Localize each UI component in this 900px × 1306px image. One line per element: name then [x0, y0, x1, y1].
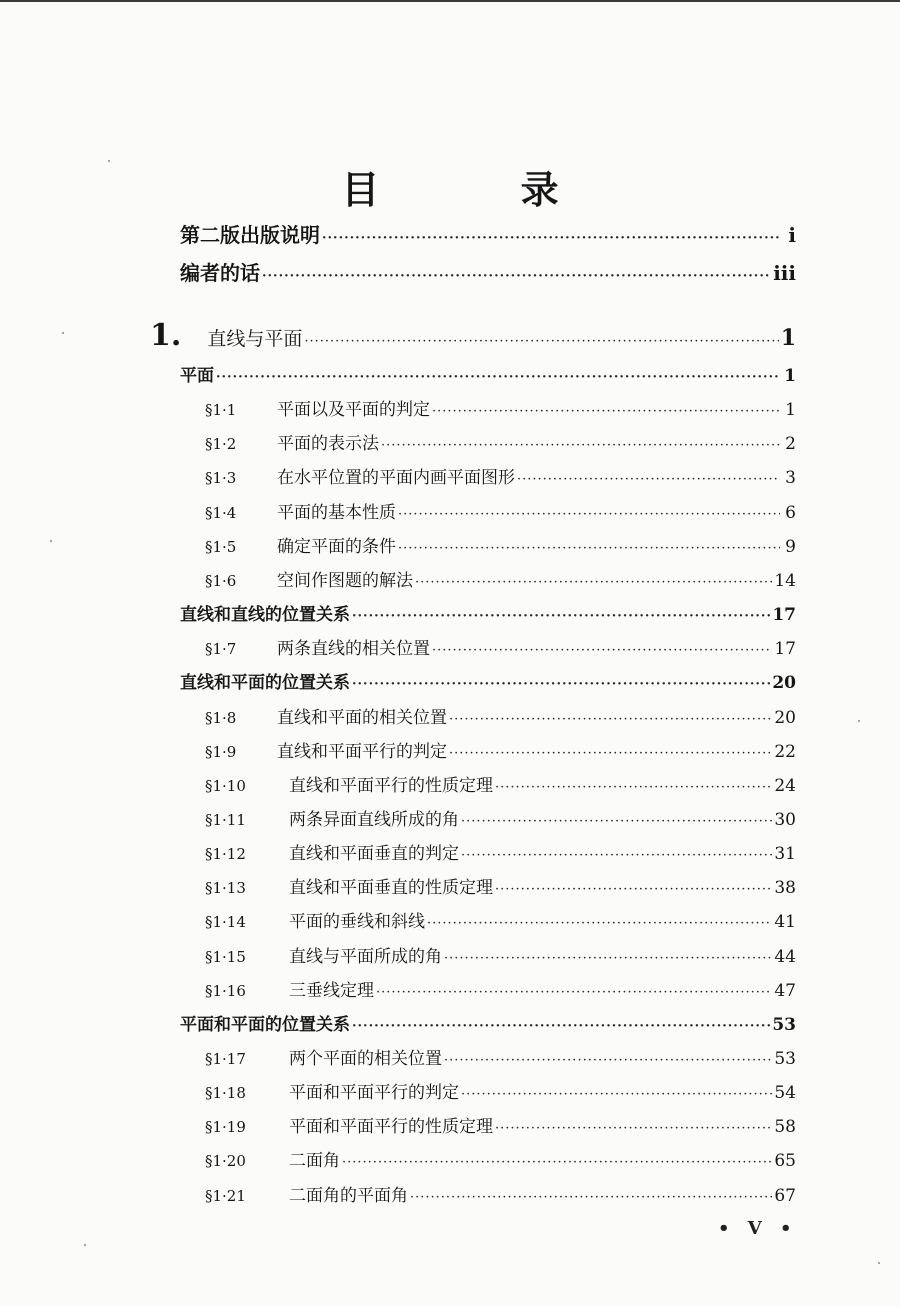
section-number: §1·17: [205, 1050, 246, 1068]
toc-page: 20: [772, 673, 796, 693]
section-number: §1·3: [205, 469, 237, 487]
toc-label: 直线和平面的相关位置: [277, 708, 447, 728]
toc-page: i: [788, 223, 796, 247]
leader-dots: [461, 844, 772, 868]
section-number: §1·18: [205, 1084, 246, 1102]
toc-row-section[interactable]: [205, 1047, 796, 1071]
toc-page: 58: [774, 1117, 796, 1137]
toc-page: 54: [774, 1083, 796, 1103]
chapter-number: 1.: [150, 318, 182, 353]
leader-dots: [352, 1015, 770, 1039]
toc-label: 平面以及平面的判定: [277, 400, 430, 420]
toc-label: 平面和平面平行的性质定理: [289, 1117, 493, 1137]
toc-label: 两条直线的相关位置: [277, 639, 430, 659]
toc-row-front-1[interactable]: [180, 220, 796, 250]
toc-label: 平面的基本性质: [277, 503, 396, 523]
toc-label: 直线与平面所成的角: [289, 947, 442, 967]
page-title: 目 录: [341, 167, 623, 212]
toc-page: 1: [785, 400, 796, 420]
toc-page: 41: [774, 912, 796, 932]
section-number: §1·19: [205, 1118, 246, 1136]
toc-page: 38: [774, 878, 796, 898]
toc-label: 编者的话: [180, 261, 260, 285]
toc-page: 17: [772, 605, 796, 625]
leader-dots: [517, 468, 780, 492]
leader-dots: [444, 947, 772, 971]
toc-page: 53: [772, 1015, 796, 1035]
toc-row-section[interactable]: [205, 637, 796, 661]
scan-speck: [50, 540, 52, 542]
toc-page: 47: [774, 981, 796, 1001]
section-number: §1·8: [205, 709, 237, 727]
toc-row-section[interactable]: [205, 774, 796, 798]
section-number: §1·21: [205, 1187, 246, 1205]
toc-label: 平面和平面平行的判定: [289, 1083, 459, 1103]
toc-label: 直线和平面垂直的性质定理: [289, 878, 493, 898]
toc-row-front-2[interactable]: [180, 258, 796, 288]
toc-row-group[interactable]: [180, 1013, 796, 1037]
section-number: §1·6: [205, 572, 237, 590]
toc-row-section[interactable]: [205, 535, 796, 559]
leader-dots: [444, 1049, 772, 1073]
section-number: §1·4: [205, 504, 237, 522]
toc-row-section[interactable]: [205, 979, 796, 1003]
leader-dots: [376, 981, 772, 1005]
section-number: §1·13: [205, 879, 246, 897]
leader-dots: [432, 400, 780, 424]
section-number: §1·14: [205, 913, 246, 931]
toc-label: 平面和平面的位置关系: [180, 1015, 350, 1035]
toc-label: 在水平位置的平面内画平面图形: [277, 468, 515, 488]
leader-dots: [415, 571, 772, 595]
toc-row-section[interactable]: [205, 398, 796, 422]
toc-page: 53: [774, 1049, 796, 1069]
toc-page: 6: [785, 503, 796, 523]
toc-row-section[interactable]: [205, 945, 796, 969]
toc-label: 二面角的平面角: [289, 1186, 408, 1206]
leader-dots: [216, 366, 780, 390]
leader-dots: [427, 912, 772, 936]
section-number: §1·2: [205, 435, 237, 453]
toc-label: 直线和平面垂直的判定: [289, 844, 459, 864]
toc-page: 22: [774, 742, 796, 762]
leader-dots: [398, 537, 780, 561]
toc-label: 二面角: [289, 1151, 340, 1171]
toc-row-section[interactable]: [205, 808, 796, 832]
toc-row-section[interactable]: [205, 466, 796, 490]
toc-row-section[interactable]: [205, 569, 796, 593]
toc-row-section[interactable]: [205, 740, 796, 764]
toc-row-section[interactable]: [205, 1081, 796, 1105]
toc-page: 65: [774, 1151, 796, 1171]
leader-dots: [352, 605, 770, 629]
leader-dots: [432, 639, 772, 663]
scan-speck: [84, 1244, 86, 1246]
toc-label: 三垂线定理: [289, 981, 374, 1001]
toc-row-section[interactable]: [205, 842, 796, 866]
toc-page: 17: [774, 639, 796, 659]
toc-label: 空间作图题的解法: [277, 571, 413, 591]
section-number: §1·10: [205, 777, 246, 795]
section-number: §1·20: [205, 1152, 246, 1170]
leader-dots: [449, 708, 772, 732]
section-number: §1·9: [205, 743, 237, 761]
toc-page: 1: [780, 325, 796, 351]
leader-dots: [352, 673, 770, 697]
toc-page: 20: [774, 708, 796, 728]
section-number: §1·12: [205, 845, 246, 863]
leader-dots: [410, 1186, 772, 1210]
toc-label: 第二版出版说明: [180, 223, 320, 247]
toc-row-group[interactable]: [180, 364, 796, 388]
toc-row-section[interactable]: [205, 432, 796, 456]
toc-label: 直线和平面平行的性质定理: [289, 776, 493, 796]
toc-row-section[interactable]: [205, 1184, 796, 1208]
toc-label: 平面: [180, 366, 214, 386]
page-number: • V •: [718, 1218, 798, 1239]
toc-row-section[interactable]: [205, 1115, 796, 1139]
section-number: §1·16: [205, 982, 246, 1000]
leader-dots: [449, 742, 772, 766]
toc-row-group[interactable]: [180, 603, 796, 627]
toc-label: 两个平面的相关位置: [289, 1049, 442, 1069]
toc-row-section[interactable]: [205, 876, 796, 900]
leader-dots: [495, 878, 772, 902]
scan-speck: [108, 160, 110, 162]
section-number: §1·7: [205, 640, 237, 658]
toc-row-section[interactable]: [205, 910, 796, 934]
leader-dots: [304, 326, 778, 358]
toc-label: 平面的垂线和斜线: [289, 912, 425, 932]
toc-label: 平面的表示法: [277, 434, 379, 454]
toc-label: 直线和直线的位置关系: [180, 605, 350, 625]
leader-dots: [381, 434, 780, 458]
toc-label: 直线和平面的位置关系: [180, 673, 350, 693]
toc-page: 31: [774, 844, 796, 864]
toc-page: 2: [785, 434, 796, 454]
toc-label: 两条异面直线所成的角: [289, 810, 459, 830]
toc-page: 30: [774, 810, 796, 830]
toc-page: 24: [774, 776, 796, 796]
toc-label: 直线与平面: [207, 328, 303, 350]
leader-dots: [495, 776, 772, 800]
toc-page: iii: [773, 261, 796, 285]
leader-dots: [495, 1117, 772, 1141]
toc-label: 直线和平面平行的判定: [277, 742, 447, 762]
scan-speck: [62, 332, 64, 334]
toc-row-section[interactable]: [205, 501, 796, 525]
toc-page: 1: [784, 366, 796, 386]
toc-page: 9: [785, 537, 796, 557]
leader-dots: [262, 262, 771, 292]
scan-speck: [878, 1262, 880, 1264]
scan-speck: [858, 720, 860, 722]
leader-dots: [342, 1151, 772, 1175]
toc-page: 14: [774, 571, 796, 591]
toc-row-section[interactable]: [205, 1149, 796, 1173]
toc-page: 67: [774, 1186, 796, 1206]
toc-page: 44: [774, 947, 796, 967]
leader-dots: [461, 810, 772, 834]
section-number: §1·15: [205, 948, 246, 966]
toc-row-group[interactable]: [180, 671, 796, 695]
toc-page: 3: [785, 468, 796, 488]
toc-row-chapter[interactable]: [150, 320, 796, 352]
section-number: §1·5: [205, 538, 237, 556]
leader-dots: [398, 503, 780, 527]
toc-row-section[interactable]: [205, 706, 796, 730]
leader-dots: [322, 224, 780, 254]
section-number: §1·11: [205, 811, 246, 829]
leader-dots: [461, 1083, 772, 1107]
section-number: §1·1: [205, 401, 237, 419]
toc-label: 确定平面的条件: [277, 537, 396, 557]
